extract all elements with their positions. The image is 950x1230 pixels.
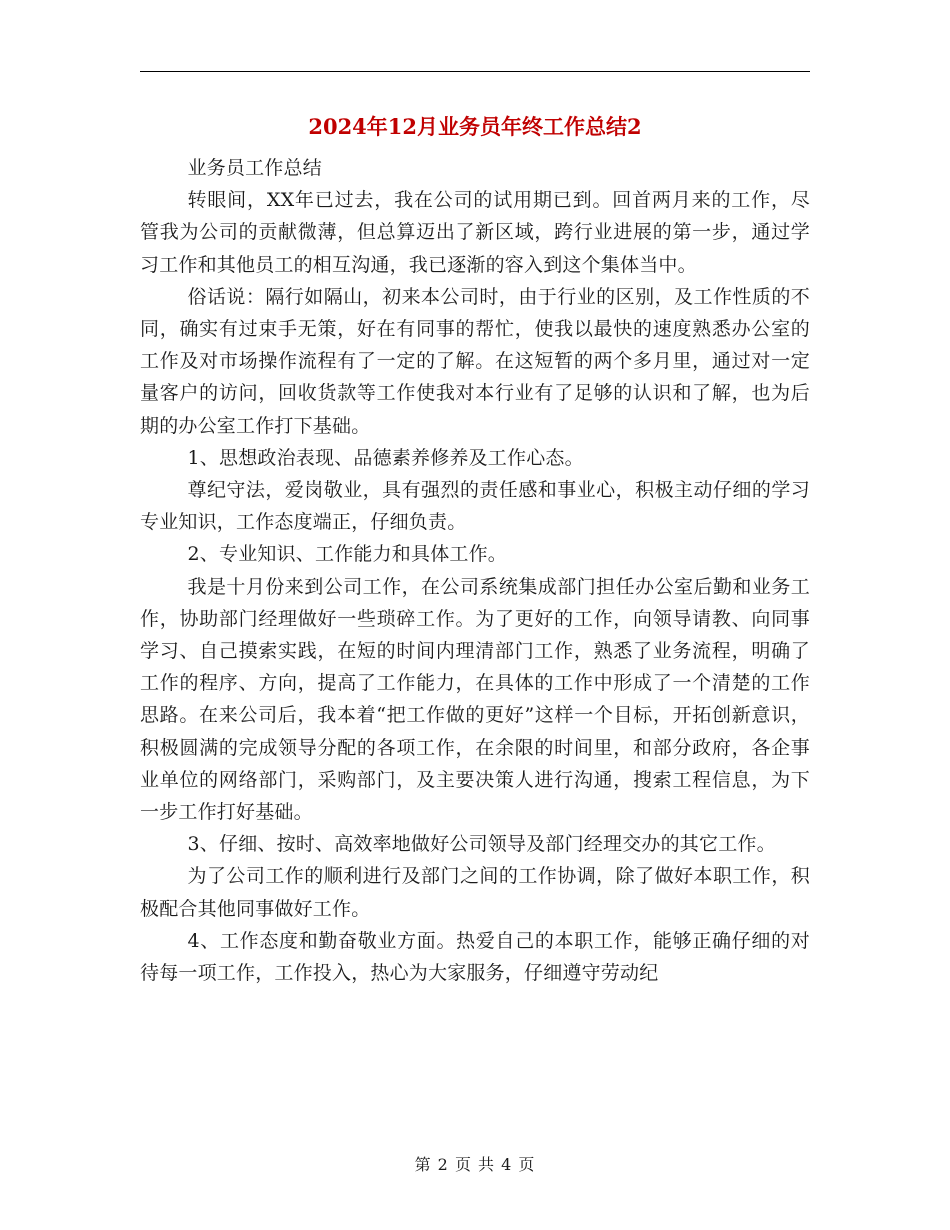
paragraph-section-2: 我是十月份来到公司工作，在公司系统集成部门担任办公室后勤和业务工作，协助部门经理做好一些琐碎工作。为了更好的工作，向领导请教、向同事学习、自己摸索实践，在短的时间内理清部门工作，熟悉了业务流程，明确了工作的程序、方向，提高了工作能力，在具体的工作中形成了一个清楚的工作思路。在来公司后，我本着“把工作做的更好”这样一个目标，开拓创新意识，积极圆满的完成领导分配的各项工作，在余限的时间里，和部分政府，各企事业单位的网络部门，采购部门，及主要决策人进行沟通，搜索工程信息，为下一步工作打好基础。 (140, 575, 810, 824)
header-rule (140, 71, 810, 72)
paragraph-subtitle: 业务员工作总结 (187, 157, 322, 179)
section-heading-2: 2、专业知识、工作能力和具体工作。 (187, 543, 507, 566)
section-heading-4: 4、工作态度和勤奋敬业方面。热爱自己的本职工作，能够正确仔细的对待每一项工作，工作投入，热心为大家服务，仔细遵守劳动纪 (140, 929, 810, 985)
paragraph-intro: 转眼间，XX年已过去，我在公司的试用期已到。回首两月来的工作，尽管我为公司的贡献微薄，但总算迈出了新区域，跨行业进展的第一步，通过学习工作和其他员工的相互沟通，我已逐渐的容入到这个集体当中。 (140, 189, 810, 276)
paragraph-section-3: 为了公司工作的顺利进行及部门之间的工作协调，除了做好本职工作，积极配合其他同事做好工作。 (140, 865, 810, 920)
section-heading-3: 3、仔细、按时、高效率地做好公司领导及部门经理交办的其它工作。 (187, 833, 776, 856)
page-footer (0, 1153, 950, 1177)
section-heading-1: 1、思想政治表现、品德素养修养及工作心态。 (187, 446, 584, 469)
paragraph-section-1: 尊纪守法，爱岗敬业，具有强烈的责任感和事业心，积极主动仔细的学习专业知识，工作态度端正，仔细负责。 (140, 479, 810, 534)
document-title: 2024年12月业务员年终工作总结2 (308, 114, 642, 139)
paragraph-adaptation: 俗话说：隔行如隔山，初来本公司时，由于行业的区别，及工作性质的不同，确实有过束手无策，好在有同事的帮忙，使我以最快的速度熟悉办公室的工作及对市场操作流程有了一定的了解。在这短暂的两个多月里，通过对一定量客户的访问，回收货款等工作使我对本行业有了足够的认识和了解，也为后期的办公室工作打下基础。 (140, 285, 810, 437)
page-number-label: 第 2 页 共 4 页 (414, 1155, 536, 1174)
document-body (140, 152, 810, 989)
